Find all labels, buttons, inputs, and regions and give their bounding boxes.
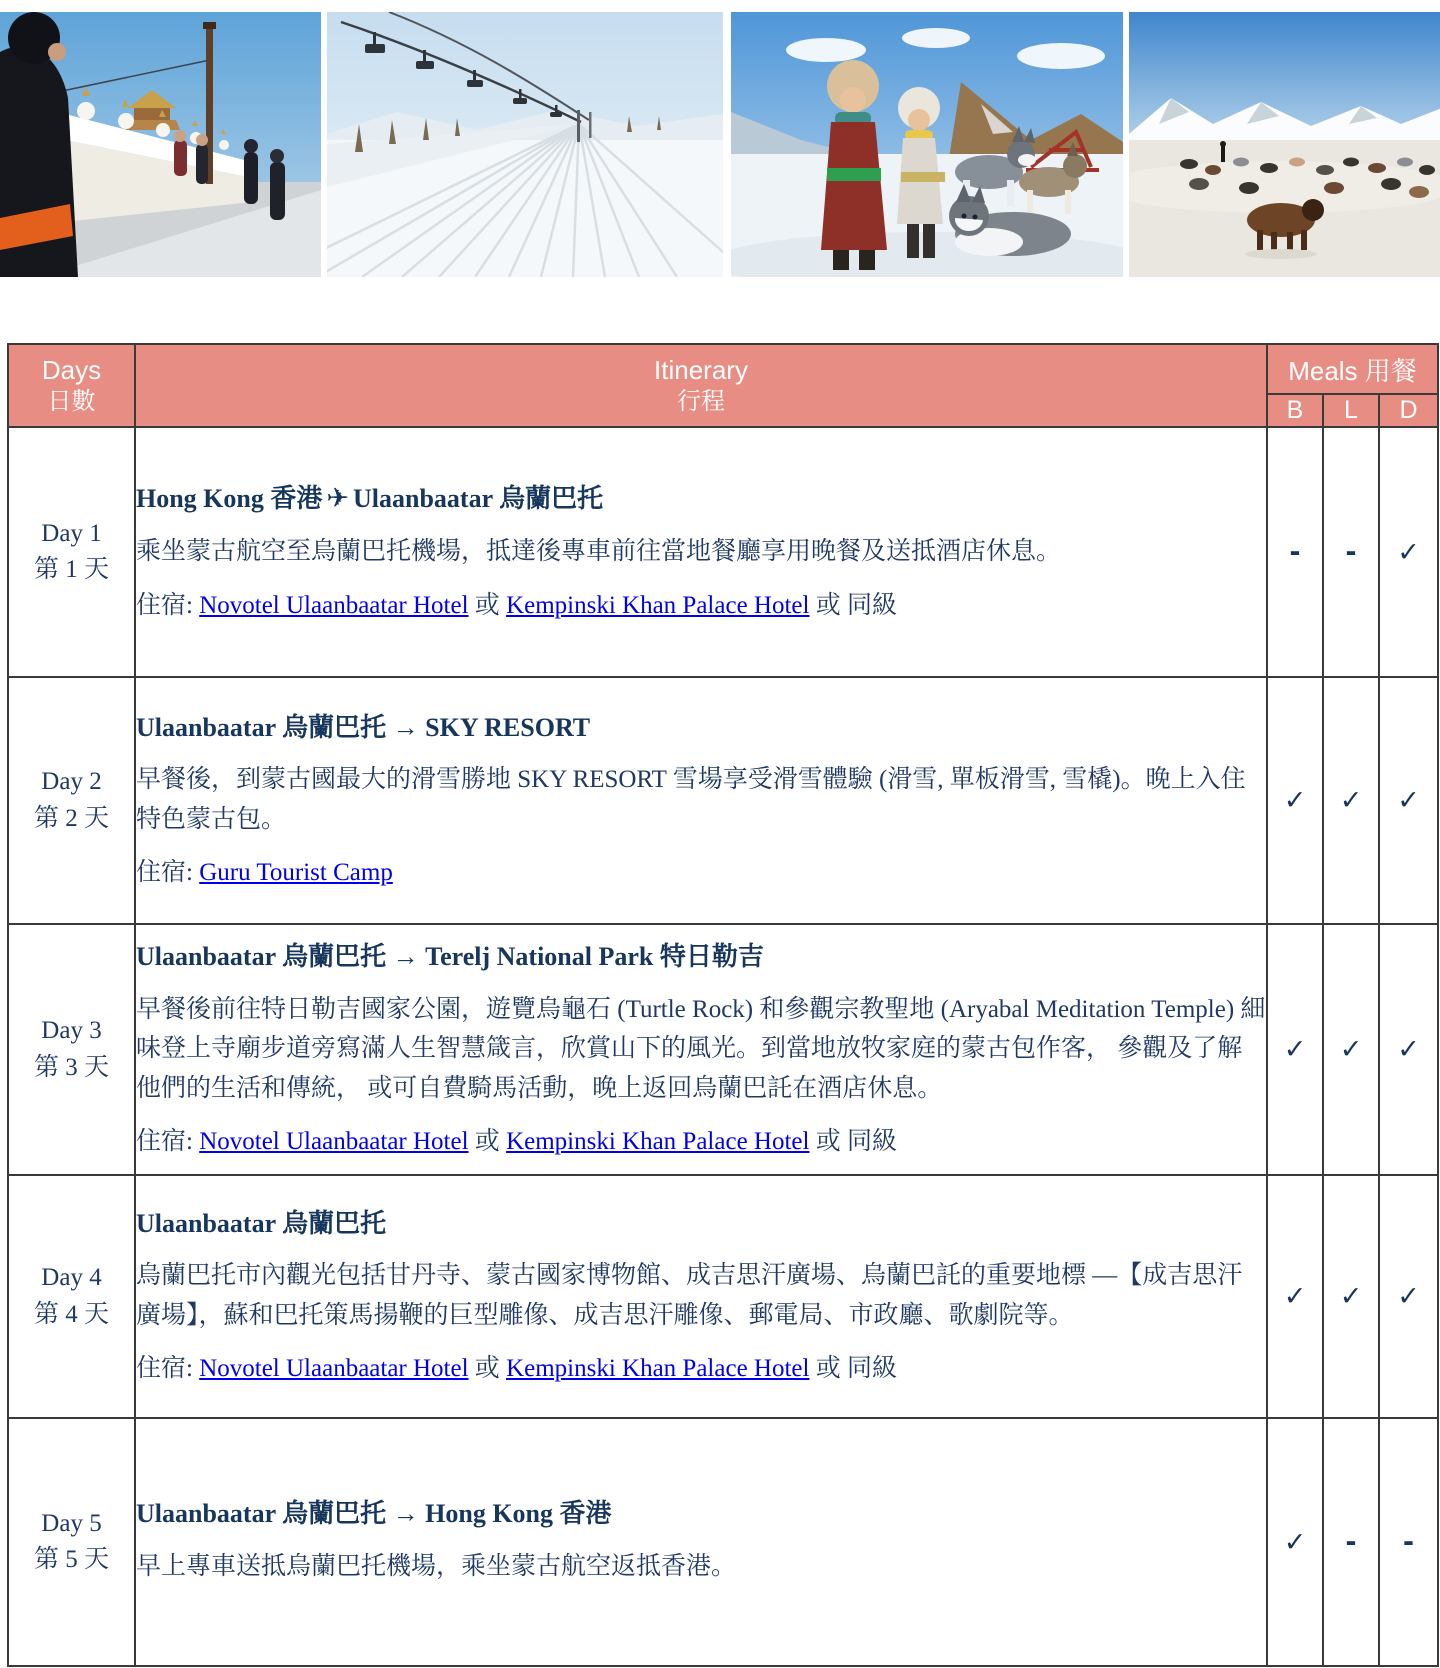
day-label-zh: 第 2 天	[33, 804, 109, 832]
stay-label: 住宿:	[136, 1128, 200, 1156]
meal-col-dinner: D	[1379, 394, 1438, 427]
stay-suffix: 或 同級	[809, 1128, 897, 1156]
itinerary-description: 早上專車送抵烏蘭巴托機場，乘坐蒙古航空返抵香港。	[136, 1553, 737, 1581]
day-row-5	[8, 1418, 1438, 1666]
airplane-icon: ✈	[326, 483, 349, 514]
stay-suffix: 或 同級	[809, 1355, 897, 1383]
meal-breakfast-mark: ✓	[1267, 924, 1323, 1175]
itinerary-title: Ulaanbaatar 烏蘭巴托 → Hong Kong 香港	[136, 1499, 612, 1529]
banner-gap	[723, 12, 731, 277]
meal-dinner-mark: -	[1379, 1418, 1438, 1666]
hotel-link[interactable]: Novotel Ulaanbaatar Hotel	[199, 1355, 469, 1383]
days-header-en: Days	[41, 355, 102, 386]
meal-dinner-mark: ✓	[1379, 924, 1438, 1175]
stay-suffix: 或 同級	[809, 591, 897, 619]
meal-lunch-mark: ✓	[1323, 1175, 1379, 1418]
day-label-en: Day 4	[41, 1264, 102, 1292]
stay-separator: 或	[468, 1128, 507, 1156]
photo-children-dogs	[731, 12, 1123, 277]
photo-monastery-walkway	[0, 12, 321, 277]
day-row-4	[8, 1175, 1438, 1418]
meal-col-lunch: L	[1323, 394, 1379, 427]
itinerary-header-en: Itinerary	[654, 355, 748, 386]
itinerary-title	[136, 481, 1266, 516]
stay-label: 住宿:	[136, 1355, 200, 1383]
day-row-3	[8, 924, 1438, 1175]
itinerary-title: Ulaanbaatar 烏蘭巴托 → SKY RESORT	[136, 712, 591, 742]
itinerary-title: Ulaanbaatar 烏蘭巴托 → Terelj National Park 特日勒吉	[136, 941, 764, 971]
child-red-deel	[821, 60, 887, 270]
day-row-1	[8, 427, 1438, 677]
itinerary-description: 早餐後，到蒙古國最大的滑雪勝地 SKY RESORT 雪場享受滑雪體驗 (滑雪, 單板滑雪, 雪橇)。晚上入住特色蒙古包。	[136, 766, 1246, 833]
day-1-itinerary-cell	[135, 427, 1267, 677]
itinerary-description: 烏蘭巴托市內觀光包括甘丹寺、蒙古國家博物館、成吉思汗廣場、烏蘭巴託的重要地標 —【成吉思汗廣場】，蘇和巴托策馬揚鞭的巨型雕像、成吉思汗雕像、郵電局、市政廳、歌劇院等。	[136, 1262, 1243, 1329]
title-left: Hong Kong 香港	[136, 484, 323, 514]
stay-label: 住宿:	[136, 859, 200, 887]
day-label-zh: 第 5 天	[33, 1546, 109, 1573]
meal-breakfast-mark: ✓	[1267, 677, 1323, 924]
day-2-itinerary-cell	[135, 677, 1267, 924]
children-sled-dogs-illustration	[731, 12, 1123, 277]
day-5-cell	[8, 1418, 135, 1666]
itinerary-description: 乘坐蒙古航空至烏蘭巴托機場，抵達後專車前往當地餐廳享用晚餐及送抵酒店休息。	[136, 538, 1062, 566]
day-label-zh: 第 3 天	[33, 1053, 109, 1081]
photo-ski-resort	[327, 12, 723, 277]
day-label-en: Day 5	[41, 1509, 102, 1537]
hotel-link[interactable]: Kempinski Khan Palace Hotel	[506, 591, 810, 619]
monastery-walkway-illustration	[0, 12, 321, 277]
hotel-link[interactable]: Novotel Ulaanbaatar Hotel	[199, 1128, 469, 1156]
stay-separator: 或	[468, 1355, 507, 1383]
day-label-zh: 第 1 天	[33, 556, 109, 583]
accommodation-line	[136, 1124, 1266, 1159]
meal-breakfast-mark: ✓	[1267, 1175, 1323, 1418]
accommodation-line	[136, 1351, 1266, 1386]
day-4-itinerary-cell	[135, 1175, 1267, 1418]
meal-lunch-mark: -	[1323, 1418, 1379, 1666]
photo-banner	[0, 12, 1440, 277]
days-header-zh: 日數	[47, 387, 96, 415]
hotel-link[interactable]: Kempinski Khan Palace Hotel	[506, 1128, 810, 1156]
meal-dinner-mark: ✓	[1379, 1175, 1438, 1418]
meal-col-breakfast: B	[1267, 394, 1323, 427]
herd-steppe-illustration	[1129, 12, 1440, 277]
hotel-link[interactable]: Kempinski Khan Palace Hotel	[506, 1355, 810, 1383]
day-2-cell	[8, 677, 135, 924]
day-4-cell	[8, 1175, 135, 1418]
day-1-cell	[8, 427, 135, 677]
meal-lunch-mark: ✓	[1323, 924, 1379, 1175]
ski-resort-illustration	[327, 12, 723, 277]
day-5-itinerary-cell	[135, 1418, 1267, 1666]
days-column-header	[8, 344, 135, 427]
day-3-itinerary-cell	[135, 924, 1267, 1175]
meal-breakfast-mark: ✓	[1267, 1418, 1323, 1666]
day-label-en: Day 3	[41, 1017, 102, 1045]
meals-column-header: Meals 用餐	[1267, 344, 1438, 394]
itinerary-description: 早餐後前往特日勒吉國家公園，遊覽烏龜石 (Turtle Rock) 和參觀宗教聖地 (Aryabal Meditation Temple) 細味登上寺廟步道旁寫滿人生智慧箴言，欣賞山下的風光。到當地放牧家庭的蒙古包作客， 參觀及了解他們的生活和傳統， 或可自費騎馬活動，晚上返回烏蘭巴託在酒店休息。	[136, 995, 1266, 1102]
day-label-en: Day 2	[41, 768, 102, 796]
title-right: Ulaanbaatar 烏蘭巴托	[353, 484, 604, 514]
day-label-zh: 第 4 天	[33, 1300, 109, 1328]
itinerary-title: Ulaanbaatar 烏蘭巴托	[136, 1208, 387, 1238]
meal-dinner-mark: ✓	[1379, 427, 1438, 677]
itinerary-header-zh: 行程	[677, 387, 725, 415]
day-row-2	[8, 677, 1438, 924]
photo-herd-steppe	[1129, 12, 1440, 277]
hotel-link[interactable]: Guru Tourist Camp	[199, 859, 393, 887]
meal-dinner-mark: ✓	[1379, 677, 1438, 924]
meal-lunch-mark: ✓	[1323, 677, 1379, 924]
accommodation-line	[136, 588, 1266, 623]
accommodation-line	[136, 855, 1266, 890]
stay-label: 住宿:	[136, 591, 200, 619]
meal-lunch-mark: -	[1323, 427, 1379, 677]
hotel-link[interactable]: Novotel Ulaanbaatar Hotel	[199, 591, 469, 619]
stay-separator: 或	[468, 591, 507, 619]
day-3-cell	[8, 924, 135, 1175]
itinerary-column-header	[135, 344, 1267, 427]
meal-breakfast-mark: -	[1267, 427, 1323, 677]
day-label-en: Day 1	[41, 519, 102, 547]
itinerary-table	[7, 343, 1439, 1667]
